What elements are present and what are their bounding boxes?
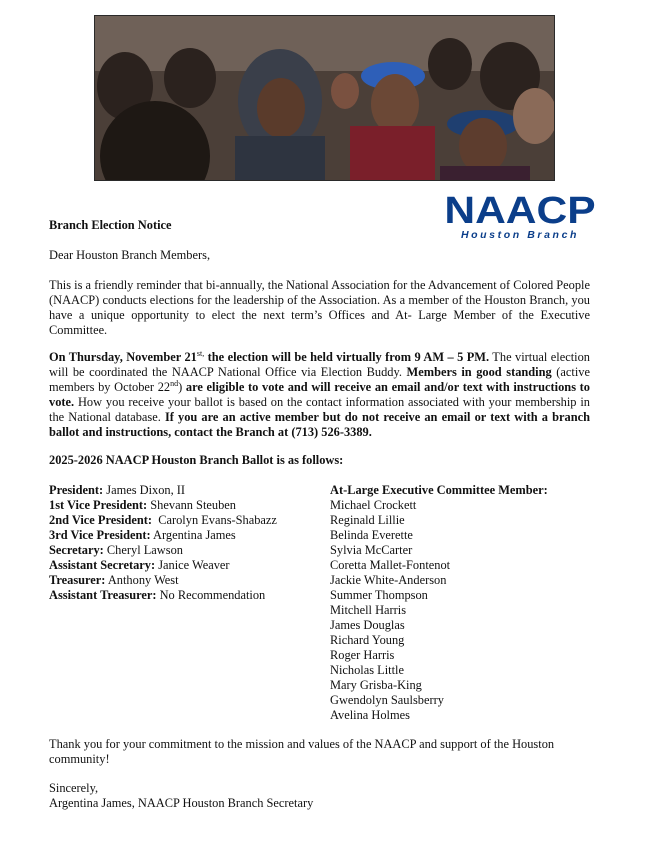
at-large-title: At-Large Executive Committee Member: — [330, 483, 548, 497]
signature: Argentina James, NAACP Houston Branch Secretary — [49, 796, 314, 810]
at-large-member: Belinda Everette — [330, 528, 413, 542]
at-large-member: James Douglas — [330, 618, 405, 632]
at-large-member: Richard Young — [330, 633, 405, 647]
at-large-member: Summer Thompson — [330, 588, 428, 602]
officer-row: Treasurer: Anthony West — [49, 573, 179, 587]
officer-row: Assistant Treasurer: No Recommendation — [49, 588, 266, 602]
greeting: Dear Houston Branch Members, — [49, 248, 211, 262]
closing-paragraph: Thank you for your commitment to the mission and values of the NAACP and support of the Houston community! — [49, 737, 555, 766]
at-large-member: Coretta Mallet-Fontenot — [330, 558, 451, 572]
officer-row: President: James Dixon, II — [49, 483, 186, 497]
logo-wordmark: NAACP — [444, 190, 596, 232]
at-large-member: Nicholas Little — [330, 663, 404, 677]
at-large-member: Jackie White-Anderson — [330, 573, 447, 587]
at-large-member: Mitchell Harris — [330, 603, 407, 617]
at-large-member: Michael Crockett — [330, 498, 417, 512]
officer-row: 3rd Vice President: Argentina James — [49, 528, 236, 542]
at-large-member: Sylvia McCarter — [330, 543, 413, 557]
at-large-member: Avelina Holmes — [330, 708, 410, 722]
officer-row: 2nd Vice President: Carolyn Evans-Shabazz — [49, 513, 277, 527]
signoff: Sincerely, — [49, 781, 99, 795]
notice-heading: Branch Election Notice — [49, 218, 172, 232]
at-large-member: Reginald Lillie — [330, 513, 405, 527]
at-large-member: Roger Harris — [330, 648, 395, 662]
ballot-heading: 2025-2026 NAACP Houston Branch Ballot is as follows: — [49, 453, 344, 467]
logo-branch-name: Houston Branch — [460, 229, 580, 241]
crowd-photo — [94, 15, 555, 181]
at-large-list — [330, 483, 548, 723]
election-paragraph: On Thursday, November $21^{st,}$ the election will be held virtually from 9 AM – 5 PM. The virtual election will be coordinated the NAACP National Office via Election Buddy. Members in good standing (active members by October 22nd) are eligible to vote and will receive an email and/or text with instructions to vote. How you receive your ballot is based on the contact information associated with your membership in the National database. If you are an active member but do not receive an email or text with a branch ballot and instructions, contact the Branch at (713) 526-3389. — [49, 349, 590, 439]
naacp-logo — [444, 190, 596, 241]
officer-row: 1st Vice President: Shevann Steuben — [49, 498, 236, 512]
intro-paragraph: This is a friendly reminder that bi-annually, the National Association for the Advancement of Colored People (NAACP) conducts elections for the leadership of the Association. As a member of the Houston Branch, you have a unique opportunity to elect the next term’s Offices and At- Large Member of the Executive Committee. — [49, 278, 590, 337]
officer-list — [49, 483, 277, 603]
at-large-member: Gwendolyn Saulsberry — [330, 693, 444, 707]
officer-row: Assistant Secretary: Janice Weaver — [49, 558, 230, 572]
officer-row: Secretary: Cheryl Lawson — [49, 543, 183, 557]
at-large-member: Mary Grisba-King — [330, 678, 422, 692]
